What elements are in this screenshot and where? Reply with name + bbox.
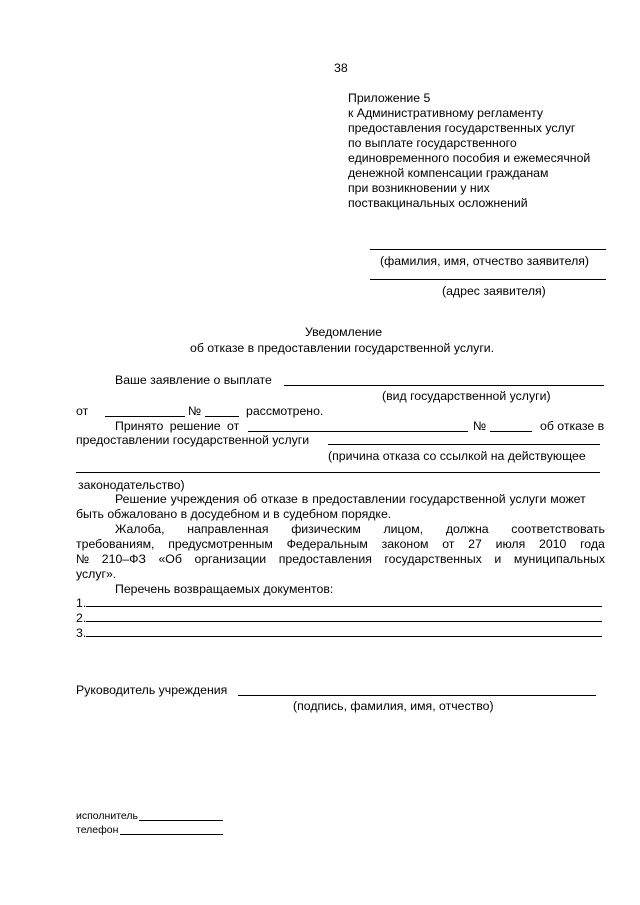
from-label: от	[76, 404, 89, 418]
complaint-word: законом	[381, 537, 429, 551]
applicant-address-line[interactable]	[370, 279, 606, 280]
executor-field[interactable]	[139, 820, 223, 821]
executor-label: исполнитель	[76, 810, 138, 822]
applicant-name-hint: (фамилия, имя, отчество заявителя)	[380, 254, 589, 268]
complaint-line1	[115, 522, 605, 537]
complaint-word: муниципальных	[513, 552, 605, 566]
statement-prefix: Ваше заявление о выплате	[115, 373, 272, 387]
complaint-line2	[76, 537, 605, 552]
legislation-close: законодательство)	[78, 478, 185, 492]
date-field[interactable]	[105, 416, 185, 417]
doc-line-2[interactable]	[86, 621, 602, 622]
appendix-line: по выплате государственного	[348, 136, 517, 150]
complaint-word: должна	[445, 522, 489, 536]
complaint-word: Жалоба,	[115, 522, 165, 536]
appendix-line: предоставления государственных услуг	[348, 121, 576, 135]
reason-hint: (причина отказа со ссылкой на действующее	[328, 449, 586, 463]
complaint-word: направленная	[187, 522, 269, 536]
appendix-line: денежной компенсации гражданам	[348, 166, 549, 180]
phone-field[interactable]	[120, 834, 223, 835]
returned-docs-label: Перечень возвращаемых документов:	[115, 582, 334, 596]
complaint-word: 27	[468, 537, 482, 551]
notice-title: Уведомление	[305, 325, 383, 339]
complaint-word: соответствовать	[511, 522, 605, 536]
complaint-word: 210–ФЗ	[101, 552, 146, 566]
reason-field-continued[interactable]	[76, 472, 600, 473]
complaint-word: предусмотренным	[168, 537, 273, 551]
signature-field[interactable]	[238, 695, 596, 696]
page-number: 38	[334, 61, 348, 75]
doc-index: 2.	[76, 611, 87, 625]
appendix-title: Приложение 5	[348, 91, 431, 105]
complaint-word: 2010	[538, 537, 567, 551]
complaint-word: лицом,	[383, 522, 424, 536]
service-type-field[interactable]	[284, 385, 604, 386]
appendix-line: единовременного пособия и ежемесячной	[348, 151, 591, 165]
complaint-word: физическим	[291, 522, 361, 536]
complaint-line4: услуг».	[76, 567, 117, 581]
phone-label: телефон	[76, 824, 119, 836]
doc-index: 1.	[76, 596, 87, 610]
complaint-word: июля	[495, 537, 526, 551]
head-label: Руководитель учреждения	[76, 683, 228, 697]
complaint-word: Федеральным	[286, 537, 368, 551]
appeal-paragraph-line1: Решение учреждения об отказе в предоставлении государственной услуги может	[115, 492, 586, 506]
complaint-word: «Об	[158, 552, 182, 566]
doc-index: 3.	[76, 626, 87, 640]
doc-line-1[interactable]	[86, 606, 602, 607]
complaint-word: от	[442, 537, 455, 551]
decision-number-sign: №	[473, 419, 487, 433]
refusal-in-text: об отказе в	[540, 419, 605, 433]
applicant-name-line[interactable]	[370, 249, 606, 250]
complaint-word: требованиям,	[76, 537, 155, 551]
reason-field[interactable]	[328, 444, 600, 445]
number-sign: №	[188, 404, 202, 418]
complaint-word: государственных	[384, 552, 482, 566]
complaint-word: организации	[194, 552, 267, 566]
complaint-word: №	[76, 552, 90, 566]
appendix-line: поствакцинальных осложнений	[348, 196, 528, 210]
notice-subtitle: об отказе в предоставлении государственной услуги.	[190, 341, 495, 355]
number-field[interactable]	[205, 416, 239, 417]
appendix-line: к Административному регламенту	[348, 106, 544, 120]
complaint-word: предоставления	[278, 552, 372, 566]
decision-date-field[interactable]	[248, 431, 468, 432]
applicant-address-hint: (адрес заявителя)	[442, 284, 546, 298]
service-type-hint: (вид государственной услуги)	[382, 389, 551, 403]
doc-line-3[interactable]	[86, 636, 602, 637]
decision-number-field[interactable]	[490, 431, 532, 432]
complaint-word: и	[494, 552, 502, 566]
appendix-line: при возникновении у них	[348, 181, 490, 195]
service-provision-text: предоставлении государственной услуги	[76, 433, 310, 447]
appeal-paragraph-line2: быть обжаловано в досудебном и в судебном порядке.	[76, 507, 392, 521]
complaint-word: года	[580, 537, 605, 551]
reviewed-text: рассмотрено.	[246, 404, 324, 418]
complaint-line3	[76, 552, 605, 567]
decision-prefix: Принято решение от	[115, 419, 240, 433]
signature-hint: (подпись, фамилия, имя, отчество)	[293, 699, 494, 713]
